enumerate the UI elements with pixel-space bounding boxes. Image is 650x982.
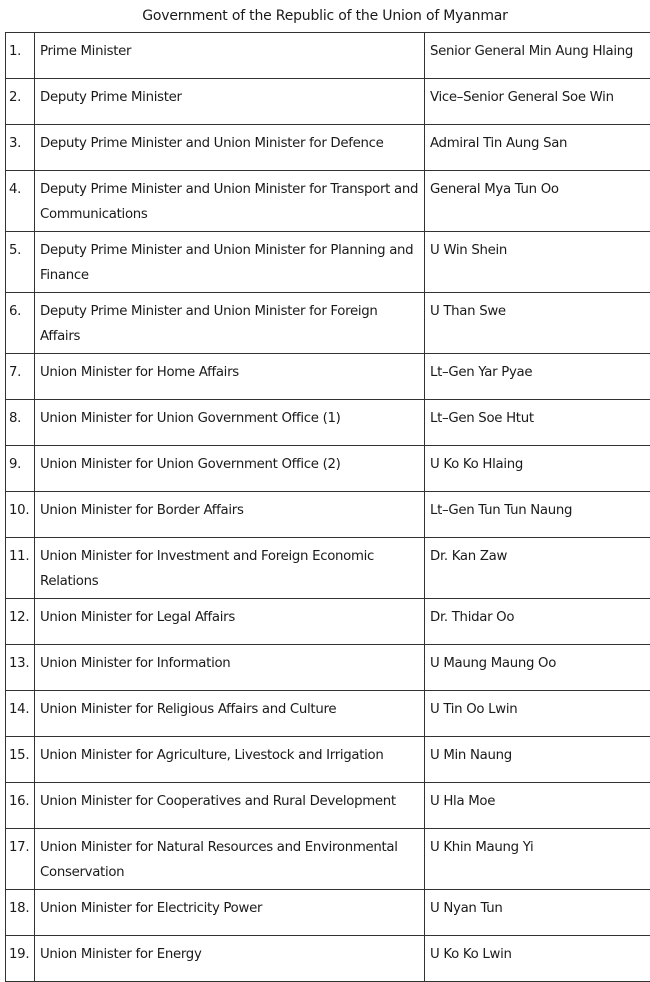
- row-position: Union Minister for Electricity Power: [35, 890, 425, 936]
- row-number: 1.: [6, 33, 35, 79]
- table-row: [6, 232, 650, 293]
- row-position: Union Minister for Investment and Foreign Economic Relations: [35, 538, 425, 599]
- row-number: 11.: [6, 538, 35, 599]
- row-number: 12.: [6, 599, 35, 645]
- row-name: Lt–Gen Yar Pyae: [425, 354, 650, 400]
- row-number: 13.: [6, 645, 35, 691]
- row-position: Union Minister for Border Affairs: [35, 492, 425, 538]
- row-number: 17.: [6, 829, 35, 890]
- row-name: Lt–Gen Tun Tun Naung: [425, 492, 650, 538]
- row-name: U Ko Ko Lwin: [425, 936, 650, 982]
- row-name: Vice–Senior General Soe Win: [425, 79, 650, 125]
- row-name: U Khin Maung Yi: [425, 829, 650, 890]
- row-position: Union Minister for Union Government Office (2): [35, 446, 425, 492]
- row-number: 9.: [6, 446, 35, 492]
- row-position: Union Minister for Religious Affairs and Culture: [35, 691, 425, 737]
- row-name: Lt–Gen Soe Htut: [425, 400, 650, 446]
- document-title: Government of the Republic of the Union of Myanmar: [0, 0, 650, 32]
- row-name: U Nyan Tun: [425, 890, 650, 936]
- row-position: Union Minister for Union Government Office (1): [35, 400, 425, 446]
- row-number: 4.: [6, 171, 35, 232]
- row-number: 2.: [6, 79, 35, 125]
- row-name: U Tin Oo Lwin: [425, 691, 650, 737]
- table-row: [6, 783, 650, 829]
- row-number: 5.: [6, 232, 35, 293]
- table-row: [6, 293, 650, 354]
- row-position: Deputy Prime Minister and Union Minister for Planning and Finance: [35, 232, 425, 293]
- table-row: [6, 33, 650, 79]
- row-name: General Mya Tun Oo: [425, 171, 650, 232]
- row-number: 10.: [6, 492, 35, 538]
- row-number: 19.: [6, 936, 35, 982]
- ministers-table-body: [6, 33, 650, 982]
- row-name: U Min Naung: [425, 737, 650, 783]
- row-number: 7.: [6, 354, 35, 400]
- table-row: [6, 125, 650, 171]
- row-position: Union Minister for Energy: [35, 936, 425, 982]
- row-name: U Ko Ko Hlaing: [425, 446, 650, 492]
- row-number: 14.: [6, 691, 35, 737]
- row-position: Deputy Prime Minister and Union Minister for Defence: [35, 125, 425, 171]
- table-row: [6, 599, 650, 645]
- table-row: [6, 171, 650, 232]
- table-row: [6, 79, 650, 125]
- row-position: Union Minister for Natural Resources and Environmental Conservation: [35, 829, 425, 890]
- row-name: Senior General Min Aung Hlaing: [425, 33, 650, 79]
- row-position: Union Minister for Home Affairs: [35, 354, 425, 400]
- row-position: Deputy Prime Minister and Union Minister for Foreign Affairs: [35, 293, 425, 354]
- row-position: Union Minister for Legal Affairs: [35, 599, 425, 645]
- row-position: Union Minister for Cooperatives and Rural Development: [35, 783, 425, 829]
- row-number: 18.: [6, 890, 35, 936]
- row-position: Union Minister for Agriculture, Livestock and Irrigation: [35, 737, 425, 783]
- row-name: U Win Shein: [425, 232, 650, 293]
- row-name: U Maung Maung Oo: [425, 645, 650, 691]
- row-name: Dr. Kan Zaw: [425, 538, 650, 599]
- table-row: [6, 400, 650, 446]
- row-number: 8.: [6, 400, 35, 446]
- row-number: 15.: [6, 737, 35, 783]
- row-position: Deputy Prime Minister: [35, 79, 425, 125]
- ministers-table: [5, 32, 650, 982]
- table-row: [6, 446, 650, 492]
- row-number: 16.: [6, 783, 35, 829]
- table-row: [6, 691, 650, 737]
- row-number: 3.: [6, 125, 35, 171]
- table-row: [6, 645, 650, 691]
- row-position: Union Minister for Information: [35, 645, 425, 691]
- row-name: U Than Swe: [425, 293, 650, 354]
- row-name: Admiral Tin Aung San: [425, 125, 650, 171]
- row-name: U Hla Moe: [425, 783, 650, 829]
- table-row: [6, 737, 650, 783]
- row-number: 6.: [6, 293, 35, 354]
- table-row: [6, 829, 650, 890]
- table-row: [6, 538, 650, 599]
- table-row: [6, 492, 650, 538]
- row-name: Dr. Thidar Oo: [425, 599, 650, 645]
- row-position: Prime Minister: [35, 33, 425, 79]
- table-row: [6, 890, 650, 936]
- row-position: Deputy Prime Minister and Union Minister for Transport and Communications: [35, 171, 425, 232]
- table-row: [6, 936, 650, 982]
- table-row: [6, 354, 650, 400]
